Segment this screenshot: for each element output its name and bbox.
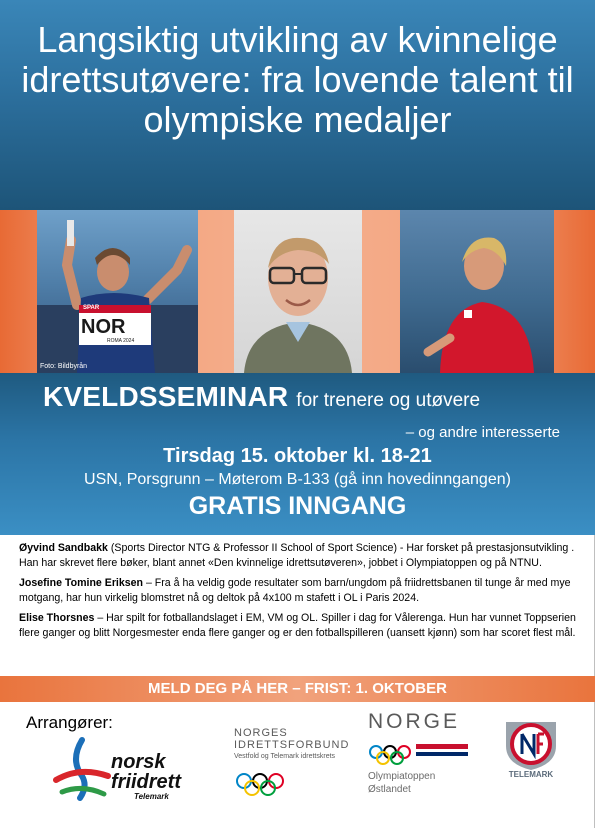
bib-sponsor: SPAR [83, 305, 100, 311]
ol-name [368, 770, 435, 796]
speaker-list [19, 541, 580, 646]
norges-idrettsforbund-logo [234, 727, 354, 802]
photo-credit: Foto: Bildbyrån [40, 363, 88, 370]
organizers-label: Arrangører: [26, 713, 113, 732]
friidrett-region: Telemark [134, 792, 169, 801]
bib-number: NOR [81, 316, 126, 338]
seminar-info [0, 373, 595, 535]
nif-name: NORGES IDRETTSFORBUND [234, 727, 350, 751]
seminar-title: KVELDSSEMINAR [43, 381, 289, 412]
seminar-heading [43, 381, 480, 413]
event-location: USN, Porsgrunn – Møterom B-133 (gå inn hovedinngangen) [84, 471, 511, 488]
speaker-name: Elise Thorsnes [19, 612, 95, 624]
athlete-photo-runner [37, 210, 198, 373]
ol-country: NORGE [368, 710, 461, 733]
title-band [0, 0, 595, 210]
olympiatoppen-logo [368, 710, 478, 800]
speaker-item [19, 611, 580, 641]
speaker-name: Josefine Tomine Eriksen [19, 577, 144, 589]
speaker-description: – Har spilt for fotballandslaget i EM, VM og OL. Spiller i dag for Vålerenga. Hun har vunnet Toppserien flere ganger og blitt Norgesmester enda flere ganger og er den fotballspilleren (uansett kjønn) som har scoret flest mål. [19, 612, 576, 639]
speaker-photo [234, 210, 362, 373]
speaker-description: (Sports Director NTG & Professor II School of Sport Science) - Har forsket på prestasjonsutvikling . Han har skrevet flere bøker, blant annet «Den kvinnelige idrettsutøveren», jobbet i Olympiatoppen og på NTNU. [19, 542, 575, 569]
nff-region: TELEMARK [508, 770, 554, 779]
speaker-description: – Fra å ha veldig gode resultater som barn/ungdom på friidrettsbanen til tunge år med mye motgang, har hun virkelig blomstret nå og deltok på 4x100 m stafett i OL i Paris 2024. [19, 577, 571, 604]
nff-telemark-logo [500, 716, 562, 786]
ol-name-line1: Olympiatoppen [368, 771, 436, 782]
admission-free: GRATIS INNGANG [188, 492, 407, 520]
event-date: Tirsdag 15. oktober kl. 18-21 [163, 445, 432, 467]
speaker-item [19, 576, 580, 606]
athlete-photo-footballer [400, 210, 554, 373]
poster-title: Langsiktig utvikling av kvinnelige idrettsutøvere: fra lovende talent til olympiske medaljer [21, 19, 574, 140]
photo-band [0, 210, 595, 373]
seminar-subtitle: – og andre interesserte [405, 424, 560, 441]
nif-region: Vestfold og Telemark idrettskrets [234, 753, 336, 760]
register-link[interactable]: MELD DEG PÅ HER – FRIST: 1. OKTOBER [0, 676, 595, 702]
norsk-friidrett-logo [52, 736, 222, 804]
speaker-name: Øyvind Sandbakk [19, 542, 108, 554]
bib-event: ROMA 2024 [107, 338, 135, 344]
friidrett-name: norsk friidrett [111, 751, 181, 793]
seminar-audience: for trenere og utøvere [296, 390, 481, 411]
speaker-item [19, 541, 580, 571]
ol-name-line2: Østlandet [368, 784, 411, 795]
